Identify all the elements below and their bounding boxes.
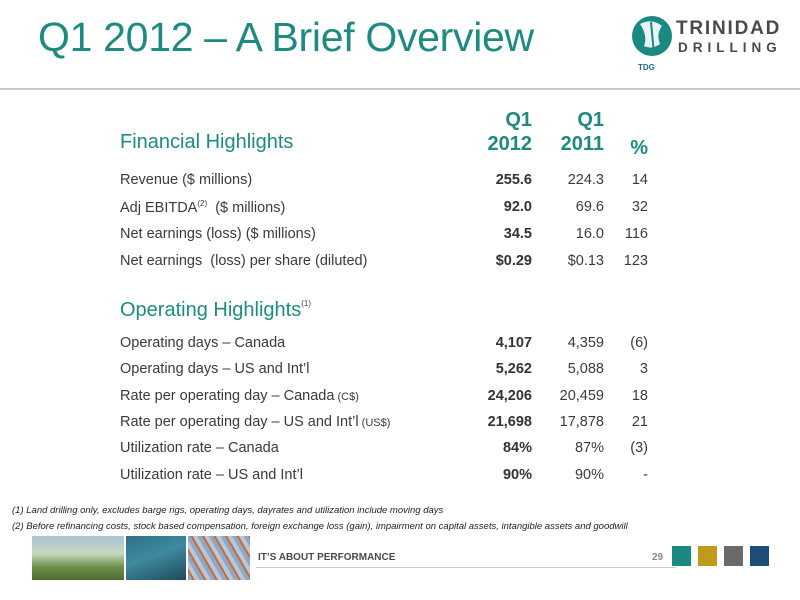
trinidad-drilling-logo	[628, 14, 782, 76]
table-row: Rate per operating day – US and Int’l (US$) 21,698 17,878 21	[120, 414, 648, 430]
slide-title: Q1 2012 – A Brief Overview	[38, 14, 534, 60]
table-row: Net earnings (loss) ($ millions) 34.5 16.0 116	[120, 226, 648, 242]
table-row: Adj EBITDA$^{(2)}$ ($ millions) 92.0 69.6 32	[120, 199, 648, 216]
header-divider	[0, 88, 800, 90]
slogan: IT’S ABOUT PERFORMANCE	[258, 552, 396, 563]
logo-tdg: TDG	[638, 63, 655, 72]
rig-photo	[126, 536, 186, 580]
column-header-q1-2011: Q1 2011	[560, 109, 604, 155]
table-row: Operating days – Canada 4,107 4,359 (6)	[120, 335, 648, 351]
footer-divider	[256, 567, 676, 568]
table-row: Utilization rate – US and Int’l 90% 90% -	[120, 467, 648, 483]
photo-strip	[32, 536, 252, 580]
footnote-1: (1) Land drilling only, excludes barge rigs, operating days, dayrates and utilization include moving days	[12, 505, 444, 516]
footnote-2: (2) Before refinancing costs, stock based compensation, foreign exchange loss (gain), impairment on capital assets, intangible assets and goodwill	[12, 521, 628, 532]
brand-swatch-gray	[724, 546, 743, 566]
logo-word-drilling: DRILLING	[678, 40, 782, 55]
financial-highlights-heading: Financial Highlights	[120, 131, 294, 153]
table-row: Utilization rate – Canada 84% 87% (3)	[120, 440, 648, 456]
globe-icon	[630, 14, 674, 62]
derrick-photo	[188, 536, 250, 580]
logo-word-trinidad: TRINIDAD	[676, 18, 782, 39]
table-row: Rate per operating day – Canada (C$) 24,206 20,459 18	[120, 388, 648, 404]
column-header-q1-2012: Q1 2012	[487, 109, 532, 155]
brand-swatch-teal	[672, 546, 691, 566]
table-row: Net earnings (loss) per share (diluted) $0.29 $0.13 123	[120, 253, 648, 269]
column-header-percent: %	[630, 137, 648, 159]
brand-swatch-navy	[750, 546, 769, 566]
brand-swatch-gold	[698, 546, 717, 566]
table-row: Operating days – US and Int’l 5,262 5,088 3	[120, 361, 648, 377]
page-number: 29	[652, 552, 664, 563]
table-row: Revenue ($ millions) 255.6 224.3 14	[120, 172, 648, 188]
operating-highlights-heading: Operating Highlights$^{(1)}$	[120, 299, 311, 321]
landscape-photo	[32, 536, 124, 580]
